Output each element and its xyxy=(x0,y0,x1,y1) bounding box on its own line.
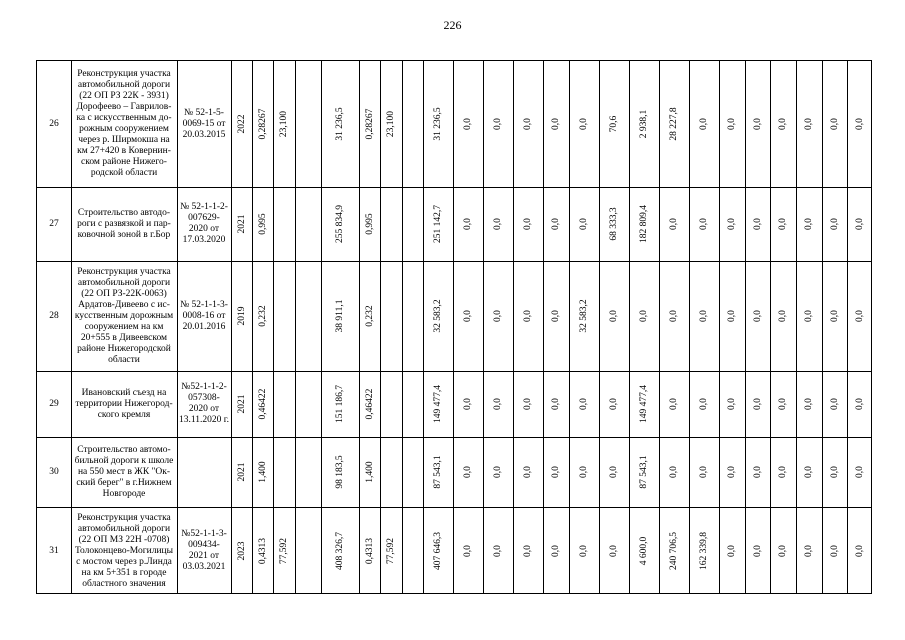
value-cell: 0,0 xyxy=(752,545,763,557)
row-number: 30 xyxy=(49,466,59,477)
column-divider xyxy=(71,61,72,593)
value-cell: 2021 xyxy=(236,214,247,234)
value-cell: 0,0 xyxy=(699,218,709,230)
column-divider xyxy=(295,61,296,593)
value-cell: 0,0 xyxy=(579,466,589,478)
value-cell: 240 706,5 xyxy=(669,532,679,570)
value-cell: 0,0 xyxy=(829,118,840,130)
value-cell: 0,28267 xyxy=(257,108,268,140)
value-cell: 0,0 xyxy=(579,398,589,410)
column-divider xyxy=(402,61,403,593)
object-name: Строительство автодо-роги с развязкой и пар-ковочной зоной в г.Бор xyxy=(77,207,171,240)
column-divider xyxy=(822,61,823,593)
value-cell: 0,0 xyxy=(699,398,709,410)
value-cell: 77,592 xyxy=(279,537,289,565)
value-cell: 2 938,1 xyxy=(639,109,649,139)
value-cell: 0,0 xyxy=(523,118,533,130)
row-number: 29 xyxy=(49,398,59,409)
column-divider xyxy=(273,61,274,593)
object-name: Реконструкция участка автомобильной дороги (22 ОП РЗ-22К-0063) Ардатов-Дивеево с ис-кусственным дорожным сооружением на км 20+555 в Дивеевском районе Нижегородской области xyxy=(74,266,174,365)
value-cell: 32 583,2 xyxy=(579,299,589,333)
value-cell: 38 911,1 xyxy=(335,299,345,333)
value-cell: 0,0 xyxy=(752,218,763,230)
value-cell: 0,0 xyxy=(855,466,865,478)
value-cell: 0,0 xyxy=(551,310,561,322)
permit-document: №52-1-1-2-057308-2020 от 13.11.2020 г. xyxy=(179,382,229,425)
value-cell: 0,0 xyxy=(463,466,473,478)
value-cell: 0,0 xyxy=(727,218,737,230)
value-cell: 0,0 xyxy=(669,466,679,478)
column-divider xyxy=(659,61,660,593)
value-cell: 0,0 xyxy=(778,466,788,478)
value-cell: 0,0 xyxy=(523,398,533,410)
value-cell: 0,4313 xyxy=(257,537,268,565)
value-cell: 0,0 xyxy=(804,118,814,130)
value-cell: 70,6 xyxy=(609,115,619,133)
value-cell: 0,46422 xyxy=(364,388,375,420)
permit-document: № 52-1-1-2-007629-2020 от 17.03.2020 xyxy=(180,202,228,245)
value-cell: 0,0 xyxy=(551,545,561,557)
permit-document: №52-1-1-3-009434-2021 от 03.03.2021 xyxy=(181,529,227,572)
column-divider xyxy=(719,61,720,593)
value-cell: 255 834,9 xyxy=(335,205,345,243)
value-cell: 0,0 xyxy=(855,118,865,130)
value-cell: 0,0 xyxy=(727,398,737,410)
value-cell: 0,0 xyxy=(551,466,561,478)
column-divider xyxy=(513,61,514,593)
value-cell: 408 326,7 xyxy=(335,532,345,570)
value-cell: 32 583,2 xyxy=(433,299,443,333)
column-divider xyxy=(423,61,424,593)
value-cell: 407 646,3 xyxy=(433,532,443,570)
object-name: Строительство автомо-бильной дороги к школе на 550 мест в ЖК "Ок-ский берег" в г.Нижнем Новгороде xyxy=(74,444,174,499)
value-cell: 0,0 xyxy=(609,545,619,557)
value-cell: 0,995 xyxy=(257,213,268,235)
column-divider xyxy=(359,61,360,593)
value-cell: 0,0 xyxy=(493,398,503,410)
value-cell: 2022 xyxy=(236,114,247,134)
value-cell: 0,0 xyxy=(579,118,589,130)
value-cell: 1,400 xyxy=(257,461,268,483)
column-divider xyxy=(177,61,178,593)
value-cell: 0,0 xyxy=(829,218,840,230)
value-cell: 0,0 xyxy=(804,545,814,557)
value-cell: 31 236,5 xyxy=(335,107,345,141)
row-number: 26 xyxy=(49,118,59,129)
column-divider xyxy=(629,61,630,593)
column-divider xyxy=(231,61,232,593)
value-cell: 182 809,4 xyxy=(639,205,649,243)
value-cell: 31 236,5 xyxy=(433,107,443,141)
value-cell: 0,0 xyxy=(523,545,533,557)
value-cell: 0,0 xyxy=(639,310,649,322)
value-cell: 0,0 xyxy=(579,218,589,230)
value-cell: 0,0 xyxy=(551,398,561,410)
value-cell: 87 543,1 xyxy=(433,455,443,489)
value-cell: 0,0 xyxy=(752,118,763,130)
value-cell: 0,0 xyxy=(778,545,788,557)
value-cell: 2021 xyxy=(236,462,247,482)
value-cell: 0,0 xyxy=(699,310,709,322)
value-cell: 0,0 xyxy=(551,218,561,230)
value-cell: 0,0 xyxy=(579,545,589,557)
value-cell: 0,0 xyxy=(804,466,814,478)
value-cell: 0,0 xyxy=(669,218,679,230)
object-name: Реконструкция участка автомобильной дороги (22 ОП МЗ 22Н -0708) Толоконцево-Могилицы с мостом через р.Линда на км 5+351 в городе областного значения xyxy=(74,512,174,589)
value-cell: 0,0 xyxy=(855,310,865,322)
value-cell: 0,0 xyxy=(463,545,473,557)
value-cell: 2023 xyxy=(236,541,247,561)
row-number: 28 xyxy=(49,310,59,321)
column-divider xyxy=(599,61,600,593)
value-cell: 23,100 xyxy=(386,110,396,138)
column-divider xyxy=(483,61,484,593)
value-cell: 0,0 xyxy=(669,398,679,410)
value-cell: 0,0 xyxy=(699,466,709,478)
value-cell: 0,0 xyxy=(778,310,788,322)
object-name: Ивановский съезд на территории Нижегород-ского кремля xyxy=(75,387,173,420)
permit-document xyxy=(179,437,229,507)
value-cell: 162 339,8 xyxy=(699,532,709,570)
value-cell: 0,0 xyxy=(493,218,503,230)
column-divider xyxy=(770,61,771,593)
value-cell: 0,0 xyxy=(778,118,788,130)
value-cell: 0,0 xyxy=(463,218,473,230)
value-cell: 0,0 xyxy=(523,310,533,322)
value-cell: 0,232 xyxy=(257,305,268,327)
column-divider xyxy=(543,61,544,593)
value-cell: 77,592 xyxy=(386,537,396,565)
value-cell: 0,0 xyxy=(752,398,763,410)
value-cell: 2019 xyxy=(236,306,247,326)
value-cell: 0,0 xyxy=(829,310,840,322)
value-cell: 0,0 xyxy=(463,398,473,410)
column-divider xyxy=(252,61,253,593)
column-divider xyxy=(380,61,381,593)
data-table xyxy=(36,60,872,594)
value-cell: 1,400 xyxy=(364,461,375,483)
value-cell: 0,0 xyxy=(699,118,709,130)
value-cell: 0,0 xyxy=(804,218,814,230)
value-cell: 0,0 xyxy=(804,398,814,410)
page-number: 226 xyxy=(443,18,462,32)
value-cell: 0,0 xyxy=(855,218,865,230)
value-cell: 0,0 xyxy=(463,118,473,130)
value-cell: 0,0 xyxy=(829,398,840,410)
value-cell: 0,0 xyxy=(493,118,503,130)
value-cell: 0,0 xyxy=(829,466,840,478)
value-cell: 2021 xyxy=(236,394,247,414)
value-cell: 0,0 xyxy=(855,545,865,557)
row-number: 31 xyxy=(49,545,59,556)
value-cell: 0,0 xyxy=(493,310,503,322)
permit-document: № 52-1-1-3-0008-16 от 20.01.2016 xyxy=(180,299,228,332)
column-divider xyxy=(569,61,570,593)
value-cell: 0,995 xyxy=(364,213,375,235)
column-divider xyxy=(321,61,322,593)
value-cell: 0,0 xyxy=(727,466,737,478)
row-number: 27 xyxy=(49,218,59,229)
value-cell: 0,0 xyxy=(855,398,865,410)
value-cell: 0,0 xyxy=(669,310,679,322)
value-cell: 0,0 xyxy=(778,218,788,230)
value-cell: 0,232 xyxy=(364,305,375,327)
value-cell: 0,0 xyxy=(778,398,788,410)
value-cell: 0,0 xyxy=(609,398,619,410)
value-cell: 68 333,3 xyxy=(609,207,619,241)
object-name: Реконструкция участка автомобильной дороги (22 ОП РЗ 22К - 3931) Дорофеево – Гаврилов-ка с искусственным до-рожным сооружением через р. Ширмокша на км 27+420 в Ковернин-ском районе Нижего-родской области xyxy=(76,69,172,178)
permit-document: № 52-1-5-0069-15 от 20.03.2015 xyxy=(182,107,226,140)
value-cell: 0,46422 xyxy=(257,388,268,420)
value-cell: 0,0 xyxy=(609,466,619,478)
value-cell: 0,28267 xyxy=(364,108,375,140)
column-divider xyxy=(796,61,797,593)
value-cell: 0,0 xyxy=(752,310,763,322)
value-cell: 0,0 xyxy=(493,545,503,557)
column-divider xyxy=(453,61,454,593)
value-cell: 151 186,7 xyxy=(335,385,345,423)
value-cell: 0,0 xyxy=(493,466,503,478)
value-cell: 0,0 xyxy=(752,466,763,478)
value-cell: 87 543,1 xyxy=(639,455,649,489)
value-cell: 0,4313 xyxy=(364,537,375,565)
value-cell: 23,100 xyxy=(279,110,289,138)
value-cell: 0,0 xyxy=(829,545,840,557)
value-cell: 251 142,7 xyxy=(433,205,443,243)
value-cell: 0,0 xyxy=(727,310,737,322)
column-divider xyxy=(745,61,746,593)
value-cell: 0,0 xyxy=(727,118,737,130)
value-cell: 0,0 xyxy=(804,310,814,322)
value-cell: 149 477,4 xyxy=(433,385,443,423)
value-cell: 0,0 xyxy=(523,218,533,230)
value-cell: 149 477,4 xyxy=(639,385,649,423)
value-cell: 0,0 xyxy=(551,118,561,130)
value-cell: 0,0 xyxy=(523,466,533,478)
value-cell: 4 600,0 xyxy=(639,536,649,566)
value-cell: 0,0 xyxy=(609,310,619,322)
value-cell: 98 183,5 xyxy=(335,455,345,489)
value-cell: 0,0 xyxy=(463,310,473,322)
column-divider xyxy=(689,61,690,593)
column-divider xyxy=(847,61,848,593)
value-cell: 0,0 xyxy=(727,545,737,557)
value-cell: 28 227,8 xyxy=(669,107,679,141)
